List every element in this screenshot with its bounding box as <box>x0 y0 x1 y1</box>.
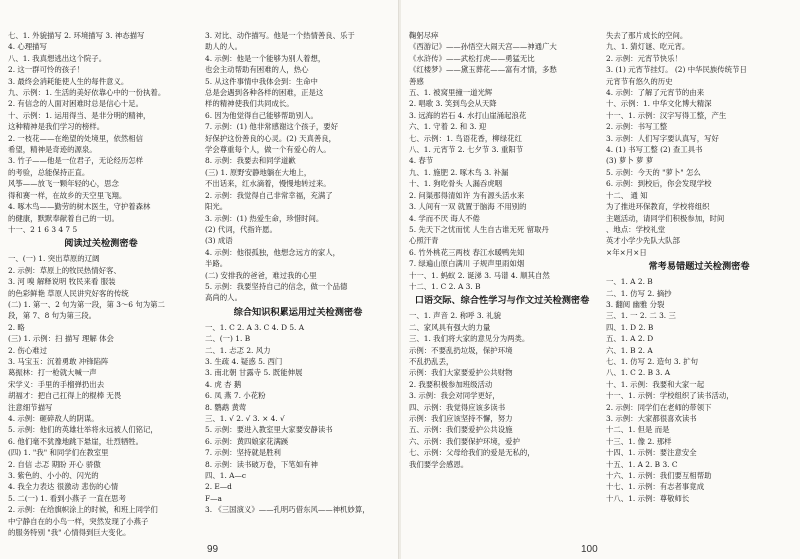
answer-line: 十、示例：1. 运用得当、是非分明的精神， <box>8 110 151 120</box>
answer-line: 4. 啄木鸟——勤劳的树木医生，守护着森林 <box>8 202 151 212</box>
answer-line: 一、1. 声音 2. 称呼 3. 礼貌 <box>409 311 502 321</box>
answer-line: 8. 示例：读书破万卷，下笔如有神 <box>205 459 318 469</box>
answer-line: (三) 1. 示例：扫 描写 理解 体会 <box>8 334 114 344</box>
answer-line: 十四、1. 示例：要注意安全 <box>606 448 697 458</box>
answer-line: 心照汗青 <box>409 236 439 246</box>
answer-line: (四) 1. "我" 和同学们在教室里 <box>8 448 109 458</box>
answer-line: 2. 示例：我觉得自己非常幸福，充满了 <box>205 190 333 200</box>
answer-line: 6. 他们毫不犹豫地跳下悬崖，壮烈牺牲。 <box>8 436 144 446</box>
answer-line: 十一、1. 蚂蚁 2. 诞涕 3. 马谱 4. 顺其自然 <box>409 270 550 280</box>
answer-line: 三、1. √ 2. √ 3. × 4. √ <box>205 414 285 423</box>
answer-line: 3. 人间有一双 就置于脑海 不用别的 <box>409 202 527 212</box>
answer-line: 示例：我们应该坚持不懈，努力 <box>409 414 513 423</box>
answer-line: 五、示例：我们要爱护公共设施 <box>409 425 513 435</box>
answer-line: 六、1. 守着 2. 和 3. 迎 <box>409 122 487 132</box>
answer-line: 五、1. A 2. D <box>606 334 654 344</box>
answer-line: 八、1. 元宵节 2. 七夕节 3. 重阳节 <box>409 145 524 155</box>
answer-line: 2. 示例：在给旗帜涂上的时候，和班上同学们 <box>8 505 158 515</box>
answer-line: 的考验，总能保持正直。 <box>8 167 90 177</box>
answer-line: 得和赛一样，在故乡的天空里飞翔。 <box>8 190 127 200</box>
answer-line: 助人的人。 <box>205 42 242 52</box>
answer-line: 九、1. 猜灯谜、吃元宵。 <box>606 42 690 52</box>
answer-line: 3. 示例：我会对同学更好， <box>409 391 500 401</box>
answer-line: 2. 示例：同学们在老师的带领下 <box>606 402 712 412</box>
answer-line: 二、1. 仿写 2. 摘抄 <box>606 288 672 298</box>
answer-line: 三、1. 我们将大家的意见分为两类。 <box>409 334 530 344</box>
answer-line: 3. 生疏 4. 疑惑 5. 西门 <box>205 356 283 366</box>
answer-line: 《红楼梦》——黛玉葬花——富有才情，多愁 <box>409 65 557 75</box>
answer-line: 一、1. A 2. B <box>606 277 653 287</box>
answer-line: 阳光。 <box>205 202 228 212</box>
answer-line: (3) 萝卜 萝 萝 <box>606 156 654 166</box>
section-heading: 综合知识积累运用过关检测密卷 <box>233 306 363 318</box>
answer-line: 总是会遇到各种各样的困难，正是这 <box>205 88 324 98</box>
answer-line: 十二、 通 知 <box>606 190 648 200</box>
answer-line: 十八、1. 示例：尊敬师长 <box>606 493 690 503</box>
answer-line: 这种精神是我们学习的榜样。 <box>8 122 105 132</box>
answer-line: 半路。 <box>205 259 228 269</box>
answer-line: 十、示例：1. 中华文化博大精深 <box>606 99 712 109</box>
section-heading: 口语交际、综合性学习与作文过关检测密卷 <box>414 295 590 307</box>
answer-line: 6. 示例：到校后，你会发现学校 <box>606 179 712 189</box>
answer-line: 4. 示例：砸碎敌人的阴谋。 <box>8 414 99 423</box>
answer-line: 4. 示例：了解了元宵节的由来 <box>606 88 705 98</box>
answer-line: 2. 伤心难过 <box>8 345 47 355</box>
answer-line: 3. 竹子——他是一位君子，无论经历怎样 <box>8 156 144 166</box>
answer-line: 葛振林：打一枪就大喊一声 <box>8 368 97 378</box>
answer-line: 2. 一枝花——在绝望的处境里，依然相信 <box>8 133 144 143</box>
answer-line: 2. 问渠那得清如许 为有源头活水来 <box>409 190 525 200</box>
answer-line: 的色彩鲜艳 草原人民讲究好客的传统 <box>8 288 129 298</box>
answer-line: 《水浒传》——武松打虎——勇猛无比 <box>409 53 535 63</box>
answer-line: 3. 最终会消耗能使人生的每件意义。 <box>8 76 129 86</box>
answer-line: 2. 唱歌 3. 笑到鸟会从天降 <box>409 99 497 109</box>
answer-line: 3. 《三国演义》——孔明巧借东风——神机妙算， <box>205 505 370 515</box>
section-heading: 常考易错题过关检测密卷 <box>648 261 750 273</box>
answer-line: 四、示例：我觉得应该多读书 <box>409 402 506 412</box>
answer-line: 3. 紫色的、小小的、闪光的 <box>8 471 99 481</box>
answer-line: (3) 成语 <box>205 236 233 246</box>
answer-line: 四、1. D 2. B <box>606 322 654 332</box>
answer-line: 2. 示例：元宵节快乐！ <box>606 53 682 63</box>
answer-line: 三、1. 一 2. 二 3. 三 <box>606 311 676 321</box>
answer-line: 5. 示例：我要坚持自己的信念，做一个品德 <box>205 281 348 291</box>
answer-line: 2. 有信念的人面对困难时总是信心十足。 <box>8 99 144 109</box>
answer-line: 十二、1. C 2. A 3. B <box>409 281 481 291</box>
answer-line: 四、1. A—c <box>205 471 247 481</box>
answer-line: 七、示例：父母给我们的爱是无私的， <box>409 448 535 458</box>
left-column-2 <box>205 30 391 516</box>
answer-line: 六、1. B 2. A <box>606 345 653 355</box>
answer-line: 《西游记》——孙悟空大闹天宫——神通广大 <box>409 42 557 52</box>
answer-line: 二、1. 忐忑 2. 风力 <box>205 345 271 355</box>
answer-line: 3. 马宝玉：沉着勇敢 冲锋陷阵 <box>8 356 109 366</box>
answer-line: 6. 凤 燕 7. 小花粉 <box>205 391 266 401</box>
answer-line: 八、1. C 2. B 3. A <box>606 368 671 378</box>
answer-line: 不乱扔乱丢， <box>409 356 454 366</box>
answer-line: 3. 翻阅 幽雅 分裂 <box>606 299 665 309</box>
answer-line: 2. E—d <box>205 482 232 492</box>
answer-line: 2. 示例：草原上的牧民热情好客、 <box>8 265 121 275</box>
answer-line: 十一、1. 示例：汉字写得工整，产生 <box>606 110 727 120</box>
answer-line: 4. 学而不厌 诲人不倦 <box>409 213 480 223</box>
answer-line: 示例：我们大家要爱护公共财物 <box>409 368 513 378</box>
answer-line: 鞠躬尽瘁 <box>409 31 439 40</box>
answer-line: ×年×月×日 <box>606 247 647 257</box>
answer-line: 4. 心理描写 <box>8 42 47 52</box>
answer-line: 3. 示例：(1) 热爱生命，珍惜时间。 <box>205 213 324 223</box>
section-heading: 阅读过关检测密卷 <box>64 238 138 250</box>
answer-line: F—a <box>205 493 222 503</box>
answer-line: 3. 远海的岩石 4. 水打山崖涌起浪花 <box>409 110 527 120</box>
answer-line: (二) 1. 第一、2 句为第一段，第 3～6 句为第二 <box>8 299 165 309</box>
answer-line: 我们要学会感恩。 <box>409 459 469 469</box>
right-column-2 <box>606 30 792 504</box>
answer-line: 2. 我要积极参加班级活动 <box>409 379 493 389</box>
answer-line: 5. 先天下之忧而忧 人生自古谁无死 留取丹 <box>409 224 549 234</box>
answer-line: 4. 虎 杏 鹅 <box>205 379 242 389</box>
answer-line: 4. 春节 <box>409 156 434 166</box>
answer-line: 7. 示例：(1) 他非常感谢这个孩子，要好 <box>205 122 339 132</box>
answer-line: 2. 略 <box>8 322 25 332</box>
answer-line: 七、1. 仿写 2. 造句 3. 扩句 <box>606 356 699 366</box>
answer-line: 的健康，默默奉献着自己的一切。 <box>8 213 119 223</box>
answer-line: 、地点：学校礼堂 <box>606 224 666 234</box>
answer-line: 八、1. 我真想逃出这个院子。 <box>8 53 107 63</box>
answer-line: 二、家风具有强大的力量 <box>409 322 491 332</box>
answer-line: 十、1. 狗吃骨头 人漏吞虎咽 <box>409 179 503 189</box>
right-column-1 <box>409 30 595 470</box>
answer-line: 的服务特别 "我" 心情得到巨大变化。 <box>8 528 131 538</box>
right-page <box>401 0 800 559</box>
answer-line: 5. 示例：今天的 "萝卜" 怎么 <box>606 167 701 177</box>
answer-line: 宋学义：手里的手榴弹扔出去 <box>8 379 105 389</box>
answer-line: 希望，精神是奇迹的源泉。 <box>8 145 97 155</box>
answer-line: 6. 因为他觉得自己能够帮助别人。 <box>205 110 318 120</box>
answer-line: 九、1. 施肥 2. 啄木鸟 3. 补漏 <box>409 167 509 177</box>
answer-line: 也会主动帮助有困难的人，热心 <box>205 65 309 75</box>
answer-line: 胡福才：把自己扛得上的棍棒 无畏 <box>8 391 122 401</box>
answer-line: 7. 示例：坚持就是胜利 <box>205 448 281 458</box>
answer-line: 善感 <box>409 76 424 86</box>
answer-line: 8. 示例：我要去和同学道歉 <box>205 156 296 166</box>
answer-line: 7. 绿遍山原白满川 子规声里雨如烟 <box>409 259 525 269</box>
answer-line: 4. 示例：他很孤独，他想念远方的家人， <box>205 247 341 257</box>
answer-line: 为了推进环保教育，学校将组织 <box>606 202 710 212</box>
answer-line: 十五、1. A 2. B 3. C <box>606 459 678 469</box>
answer-line: 6. 竹外桃花三两枝 春江水暖鸭先知 <box>409 247 525 257</box>
answer-line: (三) 1. 原野安静地躺在大地上， <box>205 167 312 177</box>
answer-line: 3. 示例：大家都很喜欢读书 <box>606 414 697 423</box>
answer-line: 3. 河 嗅 解释说明 牧民来看 服装 <box>8 277 116 287</box>
answer-line: 8. 鹦鹉 黄莺 <box>205 402 247 412</box>
answer-line: 3. 示例：人们写字要认真写，写好 <box>606 133 719 143</box>
answer-line: 一、1. C 2. A 3. C 4. D 5. A <box>205 322 305 332</box>
answer-line: 英才小学少先队大队部 <box>606 236 680 246</box>
answer-line: 3. 南北朝 甘露寺 5. 既能伸展 <box>205 368 303 378</box>
answer-line: (二) 安排我的爸爸，难过我的心里 <box>205 270 317 280</box>
answer-line: 5. 示例：他们的英雄壮举将永远被人们铭记， <box>8 425 158 435</box>
answer-line: 十、1. 示例：我要和大家一起 <box>606 379 705 389</box>
left-column-1 <box>8 30 194 538</box>
answer-line: 样的精神使我们共同成长。 <box>205 99 294 109</box>
answer-line: 3. 对比、动作描写。他是一个热情善良、乐于 <box>205 31 355 40</box>
answer-line: 2. 这一群可怜的孩子！ <box>8 65 84 75</box>
answer-line: 六、示例：我们要保护环境，爱护 <box>409 436 520 446</box>
page-number-right: 100 <box>581 544 598 555</box>
answer-line: 十一、2 1 6 3 4 7 5 <box>8 224 78 234</box>
answer-line: 4. 示例：他是一个能够为别人着想， <box>205 53 326 63</box>
answer-line: 元宵节有悠久的历史 <box>606 76 673 86</box>
answer-line: 五、1. 被窝里撞一道光辉 <box>409 88 493 98</box>
answer-line: 十二、1. 但是 而是 <box>606 425 670 435</box>
answer-line: 七、示例：1. 鸟语花香，柳绿花红 <box>409 133 522 143</box>
answer-line: 示例：不要乱扔垃圾，保护环境 <box>409 345 513 355</box>
answer-line: 学会尊重每个人，做一个有爱心的人。 <box>205 145 331 155</box>
answer-line: 段，第 7、8 句为第三段。 <box>8 311 97 321</box>
left-page <box>0 0 399 559</box>
answer-line: 4. 我全力表达 很激动 悲伤的心情 <box>8 482 119 492</box>
answer-line: 十六、1. 示例：我们要互相帮助 <box>606 471 712 481</box>
answer-line: 2. 示例：书写工整 <box>606 122 668 132</box>
answer-line: 主题活动，请同学们积极参加，时间 <box>606 213 725 223</box>
answer-line: 6. 示例：黄四娘家花满蹊 <box>205 436 289 446</box>
answer-line: (2) 代词，代指许愿。 <box>205 224 277 234</box>
answer-line: 一、(一) 1. 突出草原的辽阔 <box>8 254 100 264</box>
answer-line: 2. 自信 忐忑 期盼 开心 骄傲 <box>8 459 101 469</box>
page-number-left: 99 <box>207 544 219 555</box>
answer-line: 5. 从这件事情中我体会到：生命中 <box>205 76 318 86</box>
answer-line: 九、示例：1. 生活的美好依靠心中的一份执着。 <box>8 88 166 98</box>
answer-line: 5. 二(一) 1. 看到小燕子 一直在思考 <box>8 493 126 503</box>
answer-line: 十一、1. 示例：学校组织了读书活动， <box>606 391 734 401</box>
answer-line: 中宁静自在的小鸟一样，突然发现了小燕子 <box>8 516 149 526</box>
answer-line: 高尚的人。 <box>205 293 242 303</box>
answer-line: 失去了那片成长的空间。 <box>606 31 688 40</box>
answer-line: 七、1. 外貌描写 2. 环境描写 3. 神态描写 <box>8 31 145 40</box>
answer-line: 注意细节描写 <box>8 402 53 412</box>
answer-line: 十七、1. 示例：有志者事竟成 <box>606 482 705 492</box>
answer-line: 5. 示例：要进入教室里大家要安静读书 <box>205 425 333 435</box>
answer-line: 3. (1) 元宵节挂灯。 (2) 中华民族传统节日 <box>606 65 747 75</box>
answer-line: 风筝——放飞一颗年轻的心，思念 <box>8 179 119 189</box>
answer-line: 不出话来，红水滴着，慢慢地转过来。 <box>205 179 331 189</box>
answer-line: 十三、1. 像 2. 那样 <box>606 436 672 446</box>
answer-line: 好保护这份善良的心灵。(2) 天真善良， <box>205 133 337 143</box>
answer-line: 4. (1) 书写工整 (2) 查工具书 <box>606 145 703 155</box>
answer-line: 二、(一) 1. B <box>205 334 251 344</box>
